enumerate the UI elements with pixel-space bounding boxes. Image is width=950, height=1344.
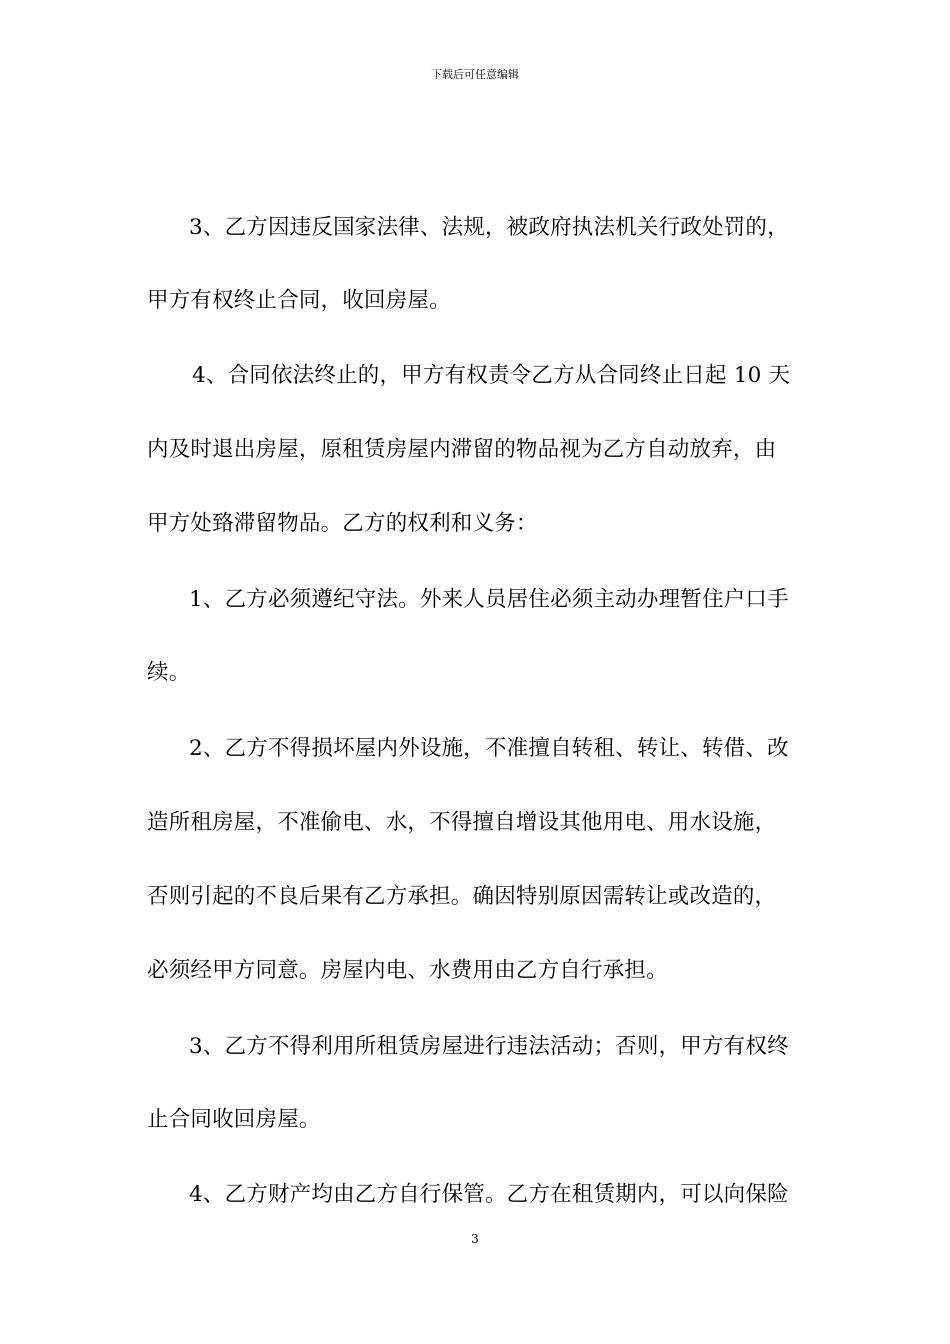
text-line: 甲方有权终止合同，收回房屋。 (147, 288, 451, 313)
text-line: 4、合同依法终止的，甲方有权责令乙方从合同终止日起 10 天 (192, 363, 791, 388)
text-line: 甲方处臵滞留物品。乙方的权利和义务： (147, 511, 538, 536)
text-line: 止合同收回房屋。 (147, 1107, 321, 1132)
text-line: 造所租房屋，不准偷电、水，不得擅自增设其他用电、用水设施， (147, 810, 777, 835)
page-number: 3 (471, 1232, 479, 1246)
text-line: 2、乙方不得损坏屋内外设施，不准擅自转租、转让、转借、改 (189, 736, 789, 761)
page-header: 下载后可任意编辑 (431, 68, 519, 81)
text-line: 否则引起的不良后果有乙方承担。确因特别原因需转让或改造的， (147, 884, 777, 909)
text-line: 3、乙方不得利用所租赁房屋进行违法活动；否则，甲方有权终 (189, 1034, 789, 1059)
text-line: 3、乙方因违反国家法律、法规，被政府执法机关行政处罚的， (189, 215, 789, 240)
text-line: 内及时退出房屋，原租赁房屋内滞留的物品视为乙方自动放弃，由 (147, 437, 777, 462)
text-line: 1、乙方必须遵纪守法。外来人员居住必须主动办理暂住户口手 (189, 587, 789, 612)
text-line: 续。 (147, 660, 191, 685)
text-line: 必须经甲方同意。房屋内电、水费用由乙方自行承担。 (147, 958, 668, 983)
text-line: 4、乙方财产均由乙方自行保管。乙方在租赁期内，可以向保险 (189, 1182, 789, 1207)
